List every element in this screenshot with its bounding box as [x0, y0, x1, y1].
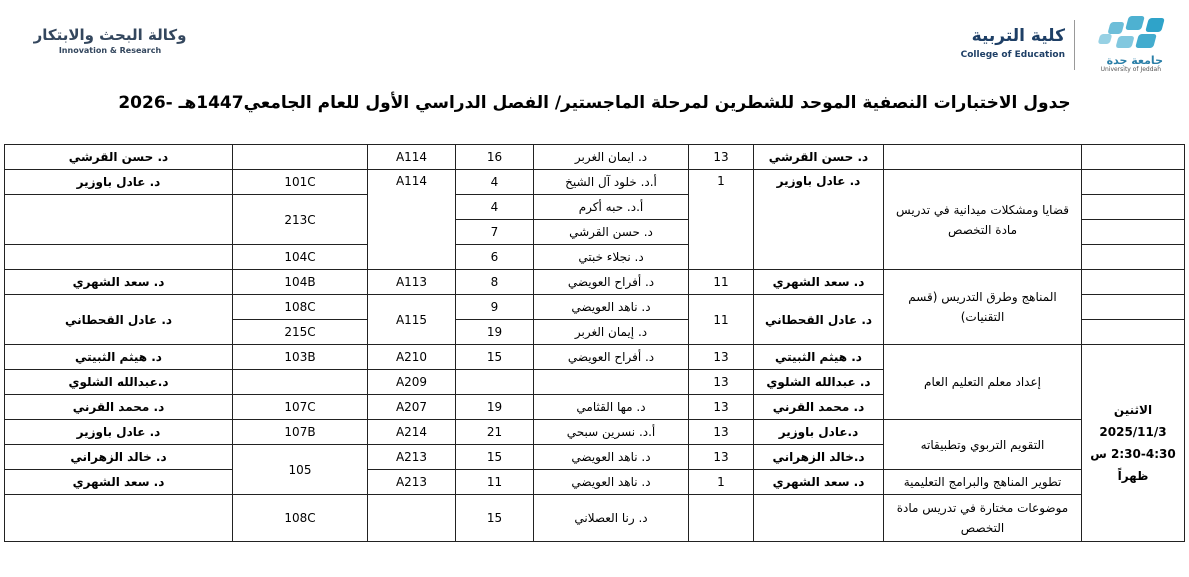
agency-name-ar: وكالة البحث والابتكار	[33, 26, 187, 44]
male-instructor-cell	[754, 495, 884, 542]
section-cell: 11	[689, 295, 754, 345]
female-room-cell: 103B	[233, 345, 368, 370]
student-count-cell: 16	[456, 145, 534, 170]
section-cell: 1	[689, 470, 754, 495]
male-observer-cell: د. حسن القرشي	[534, 220, 689, 245]
section-cell: 13	[689, 145, 754, 170]
male-instructor-cell: د. هيثم الثبيتي	[754, 345, 884, 370]
male-observer-cell: د. ناهد العويضي	[534, 445, 689, 470]
day-cell	[1082, 170, 1185, 195]
female-room-cell: 108C	[233, 495, 368, 542]
college-logo	[929, 14, 1169, 74]
course-cell: إعداد معلم التعليم العام	[884, 345, 1082, 420]
female-room-cell: 108C	[233, 295, 368, 320]
male-room-cell: A113	[368, 270, 456, 295]
male-observer-cell	[534, 370, 689, 395]
female-instructor-cell: د. هيثم الثبيتي	[5, 345, 233, 370]
course-cell: المناهج وطرق التدريس (قسم التقنيات)	[884, 270, 1082, 345]
female-room-cell: 215C	[233, 320, 368, 345]
table-row	[5, 495, 1185, 542]
table-row	[5, 270, 1185, 295]
male-observer-cell: د. ناهد العويضي	[534, 295, 689, 320]
course-cell: موضوعات مختارة في تدريس مادة التخصص	[884, 495, 1082, 542]
section-cell: 13	[689, 370, 754, 395]
student-count-cell: 15	[456, 445, 534, 470]
course-cell: قضايا ومشكلات ميدانية في تدريس مادة التخصص	[884, 170, 1082, 270]
table-row	[5, 145, 1185, 170]
university-name-en: University of Jeddah	[1100, 66, 1161, 73]
female-instructor-cell: د. سعد الشهري	[5, 470, 233, 495]
section-cell: 13	[689, 345, 754, 370]
male-observer-cell: د. رنا العصلاني	[534, 495, 689, 542]
day-name: الاثنين	[1113, 403, 1153, 417]
male-instructor-cell: د.خالد الزهراني	[754, 445, 884, 470]
student-count-cell: 4	[456, 170, 534, 195]
male-instructor-cell: د. عبدالله الشلوي	[754, 370, 884, 395]
male-room-cell: A207	[368, 395, 456, 420]
course-cell	[884, 145, 1082, 170]
male-instructor-cell: د. محمد القرني	[754, 395, 884, 420]
male-room-cell: A213	[368, 445, 456, 470]
male-instructor-cell: د.عادل باوزير	[754, 420, 884, 445]
student-count-cell	[456, 370, 534, 395]
college-name-ar: كلية التربية	[971, 26, 1065, 46]
page-title: جدول الاختبارات النصفية الموحد للشطرين لمرحلة الماجستير/ الفصل الدراسي الأول للعام الجامعي1447هـ -2026	[118, 93, 1071, 113]
day-cell	[1082, 345, 1185, 542]
student-count-cell: 19	[456, 395, 534, 420]
male-observer-cell: د. ايمان الغربر	[534, 145, 689, 170]
female-room-cell: 105	[233, 445, 368, 495]
male-room-cell: A214	[368, 420, 456, 445]
female-instructor-cell: د. محمد القرني	[5, 395, 233, 420]
student-count-cell: 7	[456, 220, 534, 245]
table-row	[5, 420, 1185, 445]
female-instructor-cell	[5, 495, 233, 542]
college-name-en: College of Education	[960, 50, 1065, 60]
male-instructor-cell: د. عادل القحطاني	[754, 295, 884, 345]
exam-date: 2025/11/3	[1099, 425, 1167, 439]
section-cell: 13	[689, 445, 754, 470]
female-room-cell: 107C	[233, 395, 368, 420]
course-cell: التقويم التربوي وتطبيقاته	[884, 420, 1082, 470]
male-room-cell: A209	[368, 370, 456, 395]
section-cell: 13	[689, 420, 754, 445]
student-count-cell: 9	[456, 295, 534, 320]
male-room-cell: A114	[368, 170, 456, 270]
student-count-cell: 4	[456, 195, 534, 220]
day-cell	[1082, 195, 1185, 220]
day-cell	[1082, 270, 1185, 295]
student-count-cell: 15	[456, 495, 534, 542]
female-instructor-cell: د.عبدالله الشلوي	[5, 370, 233, 395]
university-name-ar: جامعة جدة	[1106, 54, 1163, 67]
female-room-cell: 213C	[233, 195, 368, 245]
male-observer-cell: د. أفراح العويضي	[534, 270, 689, 295]
male-instructor-cell: د. سعد الشهري	[754, 470, 884, 495]
exam-time: 2:30-4:30 س	[1090, 447, 1176, 461]
exam-schedule-table	[4, 144, 1185, 542]
student-count-cell: 6	[456, 245, 534, 270]
female-room-cell	[233, 145, 368, 170]
male-instructor-cell: د. عادل باوزير	[754, 170, 884, 270]
male-observer-cell: د. أفراح العويضي	[534, 345, 689, 370]
male-room-cell: A115	[368, 295, 456, 345]
course-cell: تطوير المناهج والبرامج التعليمية	[884, 470, 1082, 495]
female-room-cell: 107B	[233, 420, 368, 445]
student-count-cell: 19	[456, 320, 534, 345]
section-cell: 13	[689, 395, 754, 420]
section-cell: 11	[689, 270, 754, 295]
day-cell	[1082, 220, 1185, 245]
female-instructor-cell	[5, 195, 233, 245]
table-row	[5, 170, 1185, 195]
male-observer-cell: أ.د. نسرين سبحي	[534, 420, 689, 445]
male-room-cell: A213	[368, 470, 456, 495]
agency-logo	[30, 26, 200, 66]
male-room-cell: A114	[368, 145, 456, 170]
student-count-cell: 21	[456, 420, 534, 445]
day-cell	[1082, 245, 1185, 270]
exam-period: ظهراً	[1117, 469, 1149, 483]
logo-divider	[1074, 20, 1075, 70]
male-instructor-cell: د. سعد الشهري	[754, 270, 884, 295]
student-count-cell: 15	[456, 345, 534, 370]
section-cell	[689, 495, 754, 542]
male-observer-cell: د. نجلاء خبتي	[534, 245, 689, 270]
male-room-cell: A210	[368, 345, 456, 370]
female-instructor-cell: د. عادل باوزير	[5, 420, 233, 445]
table-row	[5, 470, 1185, 495]
male-observer-cell: أ.د. خلود آل الشيخ	[534, 170, 689, 195]
female-room-cell: 104C	[233, 245, 368, 270]
student-count-cell: 8	[456, 270, 534, 295]
male-observer-cell: أ.د. حبه أكرم	[534, 195, 689, 220]
female-instructor-cell: د. عادل باوزير	[5, 170, 233, 195]
male-instructor-cell: د. حسن القرشي	[754, 145, 884, 170]
male-observer-cell: د. مها القثامي	[534, 395, 689, 420]
female-room-cell: 104B	[233, 270, 368, 295]
section-cell: 1	[689, 170, 754, 270]
day-cell	[1082, 145, 1185, 170]
female-room-cell	[233, 370, 368, 395]
female-instructor-cell: د. خالد الزهراني	[5, 445, 233, 470]
male-observer-cell: د. ناهد العويضي	[534, 470, 689, 495]
page-header	[0, 0, 1189, 90]
female-room-cell: 101C	[233, 170, 368, 195]
table-row	[5, 345, 1185, 370]
male-observer-cell: د. إيمان الغربر	[534, 320, 689, 345]
day-cell	[1082, 320, 1185, 345]
agency-name-en: Innovation & Research	[58, 46, 162, 55]
female-instructor-cell: د. حسن القرشي	[5, 145, 233, 170]
male-room-cell	[368, 495, 456, 542]
student-count-cell: 11	[456, 470, 534, 495]
female-instructor-cell: د. سعد الشهري	[5, 270, 233, 295]
female-instructor-cell: د. عادل القحطاني	[5, 295, 233, 345]
female-instructor-cell	[5, 245, 233, 270]
day-cell	[1082, 295, 1185, 320]
